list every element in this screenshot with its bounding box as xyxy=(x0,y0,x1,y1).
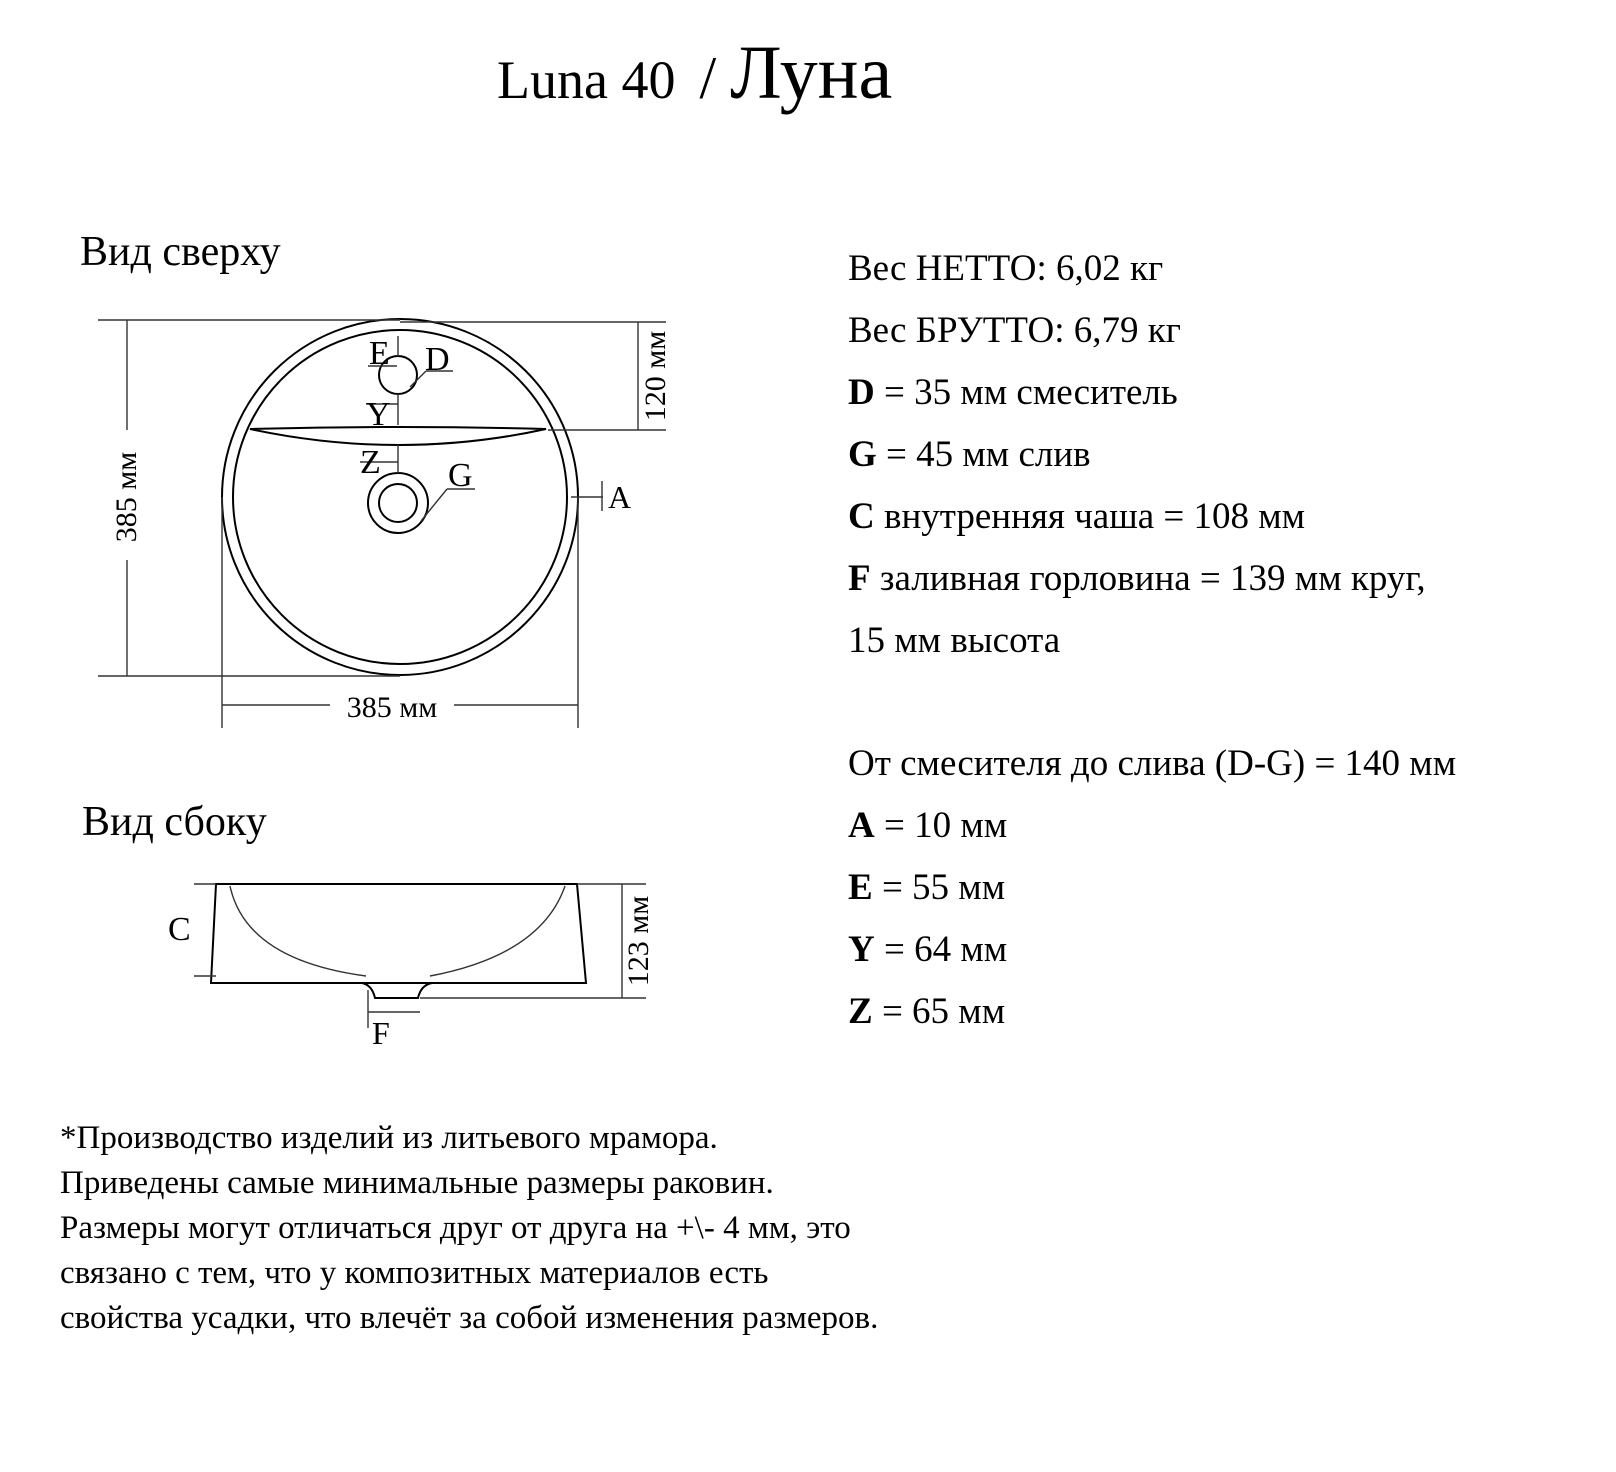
label-d: D xyxy=(425,341,450,378)
spec-e: E = 55 мм xyxy=(848,867,1006,908)
spec-list xyxy=(848,238,1456,1043)
spec-net-weight: Вес НЕТТО: 6,02 кг xyxy=(848,248,1164,289)
spec-f: F заливная горловина = 139 мм круг, xyxy=(848,558,1426,599)
title-latin: Luna 40 xyxy=(497,50,676,110)
spec-dg-distance: От смесителя до слива (D-G) = 140 мм xyxy=(848,743,1457,784)
footnote-line: свойства усадки, что влечёт за собой изменения размеров. xyxy=(60,1300,879,1336)
side-view-label: Вид сбоку xyxy=(82,799,267,845)
label-c: C xyxy=(168,911,191,948)
spec-a: A = 10 мм xyxy=(848,805,1008,846)
spec-gross-weight: Вес БРУТТО: 6,79 кг xyxy=(848,310,1181,351)
footnote-line: *Производство изделий из литьевого мрамора. xyxy=(60,1120,718,1156)
dim-width-text: 385 мм xyxy=(346,691,438,724)
basin-side-inner-bowl xyxy=(230,886,366,976)
label-g: G xyxy=(448,457,473,494)
side-view-drawing xyxy=(0,0,760,1060)
label-y: Y xyxy=(366,396,391,433)
footnote xyxy=(60,1116,878,1341)
basin-side-inner-bowl-right xyxy=(430,886,565,976)
title-separator: / xyxy=(699,45,717,111)
spec-f-height: 15 мм высота xyxy=(848,620,1061,661)
label-f: F xyxy=(372,1015,390,1051)
spec-y: Y = 64 мм xyxy=(848,929,1008,970)
drain-neck xyxy=(362,983,432,998)
spec-c: C внутренняя чаша = 108 мм xyxy=(848,496,1306,537)
dim-side-height-text: 123 мм xyxy=(622,895,655,987)
label-e: E xyxy=(369,335,390,372)
spec-g: G = 45 мм слив xyxy=(848,434,1091,475)
top-view-label: Вид сверху xyxy=(80,229,281,275)
footnote-line: Приведены самые минимальные размеры раковин. xyxy=(60,1165,774,1201)
basin-side-body xyxy=(211,884,586,983)
dim-height-text: 385 мм xyxy=(110,451,143,543)
footnote-line: Размеры могут отличаться друг от друга на +\- 4 мм, это xyxy=(60,1210,851,1246)
dim-faucet-zone-text: 120 мм xyxy=(639,330,672,422)
footnote-line: связано с тем, что у композитных материалов есть xyxy=(60,1255,769,1291)
spec-d: D = 35 мм смеситель xyxy=(848,372,1178,413)
label-a: A xyxy=(608,479,632,515)
title-cyrillic: Луна xyxy=(730,31,893,115)
spec-z: Z = 65 мм xyxy=(848,991,1006,1032)
label-z: Z xyxy=(360,444,381,481)
